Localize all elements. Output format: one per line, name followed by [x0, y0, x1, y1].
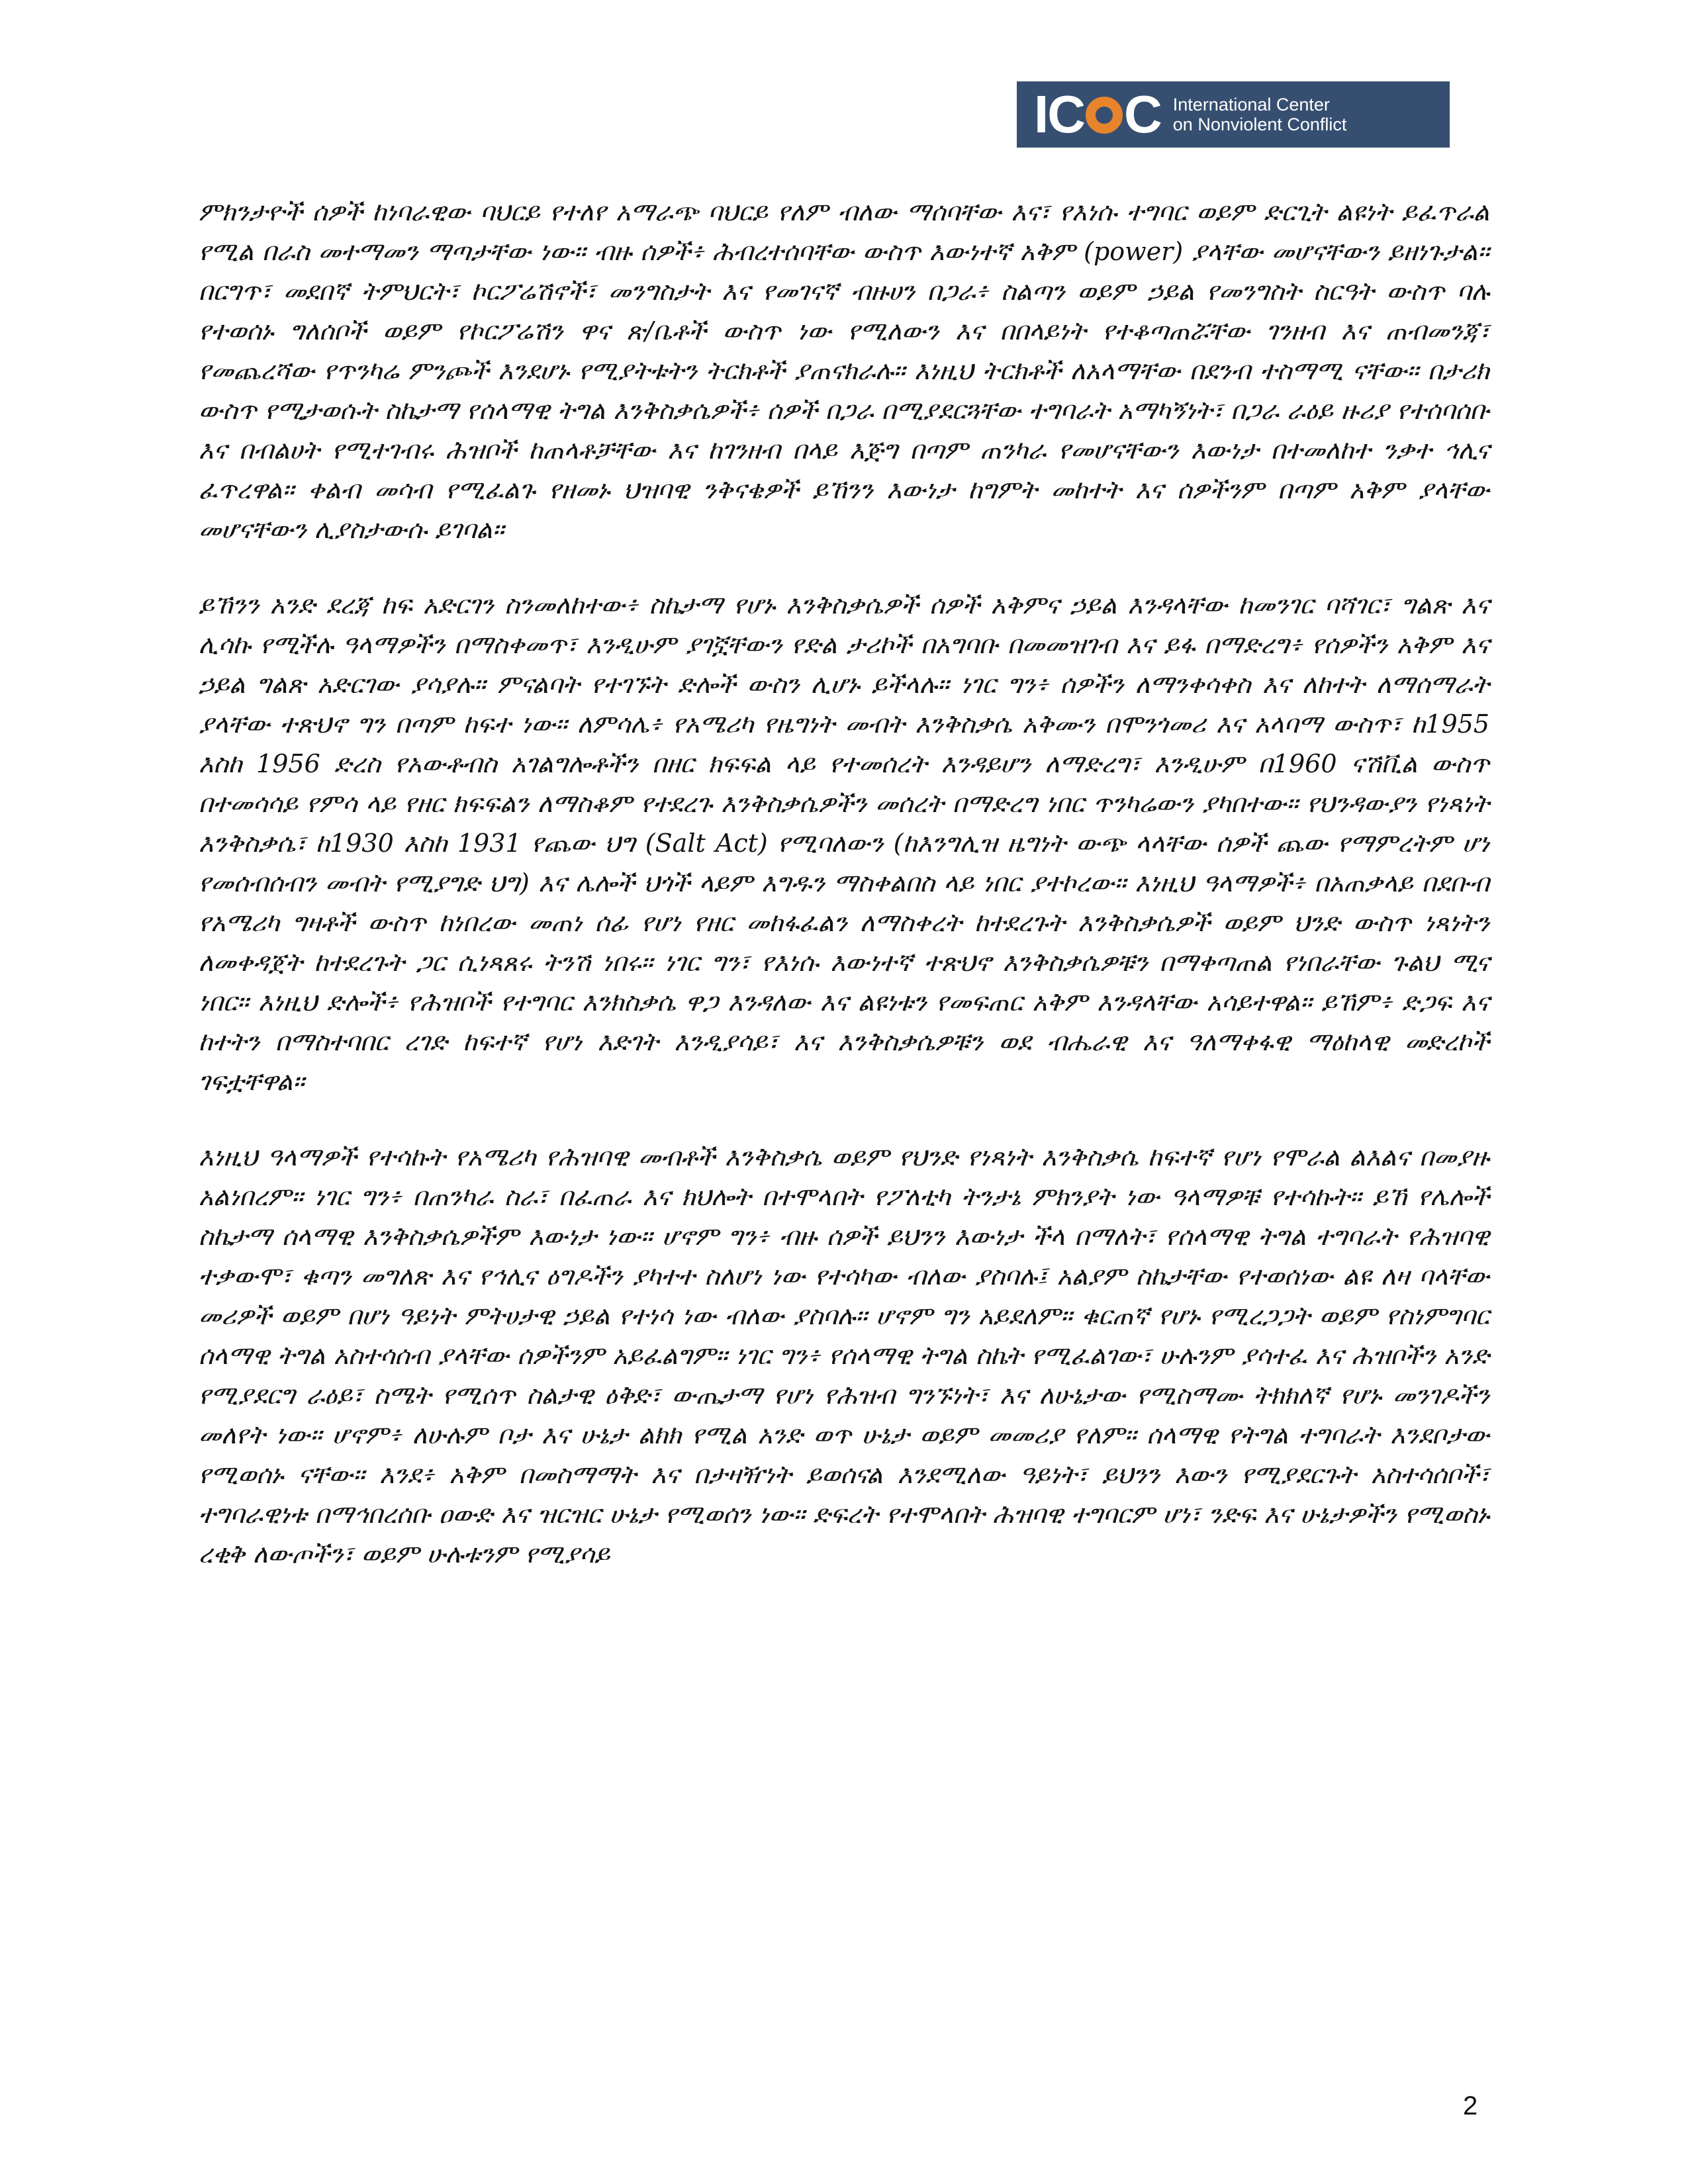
paragraph-1: ምክንታዮች ሰዎች ከነባራዊው ባህርይ የተለየ አማራጭ ባህርይ የለም ብለው ማሰባቸው እና፣ የእነሱ ተግባር ወይም ድርጊት ልዩነት ይፈጥራል የሚል በራስ መተማመን ማጣታቸው ነው። ብዙ ሰዎች፥ ሕብረተሰባቸው ውስጥ እውነተኛ አቅም (power) ያላቸው መሆናቸውን ይዘነጉታል። በርግጥ፣ መደበኛ ትምህርት፣ ኮርፖሬሽኖች፣ መንግስታት እና የመገናኛ ብዙሀን በጋራ፥ ስልጣን ወይም ኃይል የመንግስት ስርዓት ውስጥ ባሉ የተወሰኑ ግለሰቦች ወይም የኮርፖሬሽን ዋና ጽ/ቤቶች ውስጥ ነው የሚለውን እና በበላይነት የተቆጣጠሯቸው ገንዘብ እና ጠብመንጃ፣ የመጨረሻው የጥንካሬ ምንጮች እንደሆኑ የሚያትቱትን ትርክቶች ያጠናክራሉ። እነዚህ ትርክቶች ለአላማቸው በደንብ ተስማሚ ናቸው። በታሪክ ውስጥ የሚታወሱት ስኬታማ የሰላማዊ ትግል እንቅስቃሴዎች፥ ሰዎች በጋራ በሚያደርጓቸው ተግባራት አማካኝነት፣ በጋራ ራዕይ ዙሪያ የተሰባሰቡ እና በብልሀት የሚተገብሩ ሕዝቦች ከጠላቶቻቸው እና ከገንዘብ በላይ እጅግ በጣም ጠንካራ የመሆናቸውን እውነታ በተመለከተ ንቃተ ኅሊና ፈጥረዋል። ቀልብ መሳብ የሚፈልጉ የዘመኑ ህዝባዊ ንቅናቄዎች ይኸንን እውነታ ከግምት መከተት እና ሰዎችንም በጣም አቅም ያላቸው መሆናቸውን ሊያስታውሱ ይገባል።: [199, 197, 1489, 544]
icnc-logo: [1017, 81, 1450, 148]
logo-line-1: International Center: [1172, 95, 1330, 114]
logo-mark-end: C: [1124, 85, 1161, 144]
logo-text: [1173, 95, 1347, 134]
logo-line-2: on Nonviolent Conflict: [1172, 114, 1347, 134]
paragraph-2: ይኸንን አንድ ደረጃ ከፍ አድርገን ስንመለከተው፥ ስኬታማ የሆኑ እንቅስቃሴዎች ሰዎች አቅምና ኃይል እንዳላቸው ከመንገር ባሻገር፣ ግልጽ እና ሊሳኩ የሚችሉ ዓላማዎችን በማስቀመጥ፣ እንዲሁም ያገኟቸውን የድል ታሪኮች በአግባቡ በመመዝገብ እና ይፋ በማድረግ፥ የሰዎችን አቅም እና ኃይል ግልጽ አድርገው ያሳያሉ። ምናልባት የተገኙት ድሎች ውስን ሊሆኑ ይችላሉ። ነገር ግን፥ ሰዎችን ለማንቀሳቀስ እና ለከተት ለማሰማራት ያላቸው ተጽህኖ ግን በጣም ከፍተ ነው። ለምሳሌ፥ የአሜሪካ የዜግነት መብት እንቅስቃሴ አቅሙን በሞንጎመሪ እና አላባማ ውስጥ፣ ከ1955 እስከ 1956 ድረስ የአውቶብስ አገልግሎቶችን በዘር ክፍፍል ላይ የተመሰረት እንዳይሆን ለማድረግ፣ እንዲሁም በ1960 ናሽቪል ውስጥ በተመሳሳይ የምሳ ላይ የዘር ክፍፍልን ለማስቆም የተደረጉ እንቅስቃሴዎችን መሰረት በማድረግ ነበር ጥንካሬውን ያካበተው። የህንዳውያን የነጻነት እንቅስቃሴ፣ ከ1930 እስከ 1931 የጨው ህግ (Salt Act) የሚባለውን (ከእንግሊዝ ዜግነት ውጭ ላላቸው ሰዎች ጨው የማምረትም ሆነ የመሰብሰብን መብት የሚያግድ ህግ) እና ሌሎች ህጎች ላይም እግዱን ማስቀልበስ ላይ ነበር ያተኮረው። እነዚህ ዓላማዎች፥ በአጠቃላይ በደቡብ የአሜሪካ ግዛቶች ውስጥ ከነበረው መጠነ ሰፊ የሆነ የዘር መከፋፈልን ለማስቀረት ከተደረጉት እንቅስቃሴዎች ወይም ህንድ ውስጥ ነጻነትን ለመቀዳጀት ከተደረጉት ጋር ሲነጻጸሩ ትንሽ ነበሩ። ነገር ግን፣ የእነሱ እውነተኛ ተጽህኖ እንቅስቃሴዎቹን በማቀጣጠል የነበራቸው ጉልህ ሚና ነበር። እነዚህ ድሎች፥ የሕዝቦች የተግባር እንክስቃሴ ዋጋ እንዳለው እና ልዩነቱን የመፍጠር አቅም እንዳላቸው አሳይተዋል። ይኸም፥ ድጋፍ እና ከተትን በማስተባበር ረገድ ከፍተኛ የሆነ እድገት እንዲያሳይ፣ እና እንቅስቃሴዎቹን ወደ ብሔራዊ እና ዓለማቀፋዊ ማዕከላዊ መድረኮች ገፍቷቸዋል።: [199, 590, 1489, 1096]
page-number: 2: [1463, 2091, 1478, 2120]
logo-mark-start: IC: [1034, 85, 1084, 144]
logo-ring-icon: [1086, 97, 1123, 134]
body-text: [199, 192, 1489, 1610]
logo-mark: [1034, 85, 1161, 144]
paragraph-3: እነዚህ ዓላማዎች የተሳኩት የአሜሪካ የሕዝባዊ መብቶች እንቅስቃሴ ወይም የህንድ የነጻነት እንቅስቃሴ ከፍተኛ የሆነ የሞራል ልእልና በመያዙ አልነበረም። ነገር ግን፥ በጠንካራ ስራ፣ በፈጠራ እና ክህሎት በተሞላበት የፖለቲካ ትንታኔ ምክንያት ነው ዓላማዎቹ የተሳኩት። ይኸ የሌሎች ስኬታማ ሰላማዊ እንቅስቃሴዎችም እውነታ ነው። ሆኖም ግን፥ ብዙ ሰዎች ይህንን እውነታ ችላ በማለት፣ የሰላማዊ ትግል ተግባራት የሕዝባዊ ተቃውሞ፣ ቁጣን መግለጽ እና የኅሊና ዕግዶችን ያካተተ ስለሆነ ነው የተሳካው ብለው ያስባሉ፤ አልያም ስኬታቸው የተወሰነው ልዩ ለዛ ባላቸው መሪዎች ወይም በሆነ ዓይነት ምትሀታዊ ኃይል የተነሳ ነው ብለው ያስባሉ። ሆኖም ግን አይደለም። ቁርጠኛ የሆኑ የሚረጋጋት ወይም የስነምግባር ሰላማዊ ትግል አስተሳሰብ ያላቸው ሰዎችንም አይፈልግም። ነገር ግን፥ የሰላማዊ ትግል ስኬት የሚፈልገው፣ ሁሉንም ያሳተፈ እና ሕዝቦችን አንድ የሚያደርግ ራዕይ፣ ስሜት የሚሰጥ ስልታዊ ዕቅድ፣ ውጤታማ የሆነ የሕዝብ ግንኙነት፣ እና ለሁኔታው የሚስማሙ ትክክለኛ የሆኑ መንገዶችን መለየት ነው። ሆኖም፥ ለሁሉም ቦታ እና ሁኔታ ልክክ የሚል አንድ ወጥ ሁኔታ ወይም መመሪያ የለም። ሰላማዊ የትግል ተግባራት እንደቦታው የሚወሰኑ ናቸው። እንደ፥ አቅም በመስማማት እና በታዛዥነት ይወሰናል እንደሚለው ዓይነት፣ ይህንን እውን የሚያደርጉት አስተሳሰቦች፣ ተግባራዊነቱ በማኅበረሰቡ ዐውድ እና ዝርዝር ሁኔታ የሚወሰን ነው። ድፍረት የተሞላበት ሕዝባዊ ተግባርም ሆነ፣ ንድፍ እና ሁኔታዎችን የሚወስኑ ረቂቅ ለውጦችን፣ ወይም ሁሉቱንም የሚያሳይ: [199, 1142, 1489, 1569]
